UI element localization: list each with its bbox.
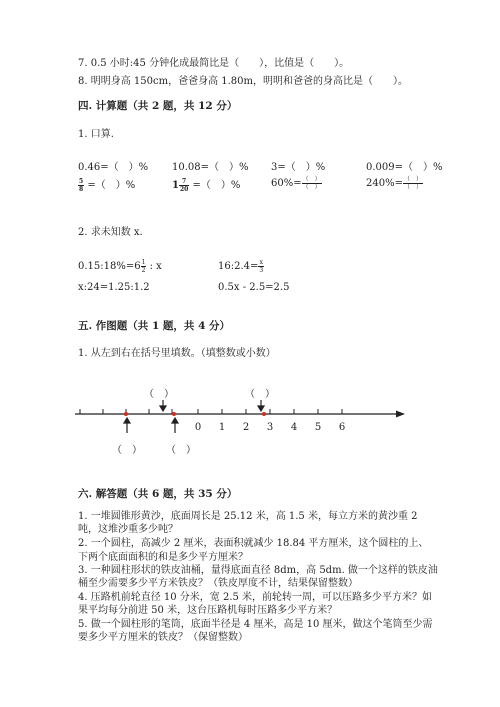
equation-4: 0.5x - 2.5=2.5 xyxy=(218,282,290,293)
tick-label: 4 xyxy=(290,422,298,433)
fraction: $\frac{5}{8}$ xyxy=(79,178,84,193)
marker-point xyxy=(262,412,266,416)
fraction-blank: $\frac{( )}{( )}$ xyxy=(302,176,321,191)
equation-3: x:24=1.25:1.2 xyxy=(78,282,150,293)
number-line-labels xyxy=(195,422,345,433)
calc-1-1: 0.46=（ ）% xyxy=(78,162,149,173)
answer-line: 5. 做一个圆柱形的笔筒，底面半径是 4 厘米，高是 10 厘米，做这个笔筒至少需 xyxy=(78,619,433,630)
blank-upper-1: （ ） xyxy=(144,389,174,400)
answer-line: 桶至少需要多少平方米铁皮？（铁皮厚度不计，结果保留整数） xyxy=(78,578,358,589)
tick-label: 5 xyxy=(314,422,322,433)
equation-2: 16:2.4= $\frac{x}{3}$ xyxy=(218,259,264,274)
equation-1: 0.15:18%=6 $\frac{1}{2}$ : x xyxy=(78,259,162,274)
tick-label: 0 xyxy=(194,422,202,433)
calc-1-3: 3=（ ）% xyxy=(271,162,326,173)
tick-label: 1 xyxy=(218,422,226,433)
calc-2-4: 240%= $\frac{( )}{( )}$ xyxy=(366,176,422,191)
answer-line: 1. 一堆圆锥形黄沙，底面周长是 25.12 米，高 1.5 米，每立方米的黄沙重 2 xyxy=(78,511,418,522)
section-4-sub-2: 2. 求未知数 x. xyxy=(78,227,143,238)
section-6-title: 六. 解答题（共 6 题，共 35 分） xyxy=(78,488,238,500)
section-4-sub-1: 1. 口算. xyxy=(78,129,114,140)
tick-label: 6 xyxy=(338,422,346,433)
question-7: 7. 0.5 小时:45 分钟化成最简比是（ ），比值是（ ）。 xyxy=(78,58,350,69)
marker-point xyxy=(124,412,128,416)
blank-lower-2: （ ） xyxy=(166,445,196,456)
tick-label: 2 xyxy=(242,422,250,433)
answer-line: 吨，这堆沙重多少吨？ xyxy=(78,524,178,535)
question-8: 8. 明明身高 150cm，爸爸身高 1.80m，明明和爸爸的身高比是（ ）。 xyxy=(78,76,408,87)
calc-1-2: 10.08=（ ）% xyxy=(172,162,249,173)
answer-line: 果平均每分前进 50 米，这台压路机每时压路多少平方米？ xyxy=(78,605,338,616)
down-arrow-icon xyxy=(258,400,264,411)
up-arrow-icon xyxy=(172,418,178,433)
section-5-sub-1: 1. 从左到右在括号里填数。（填整数或小数） xyxy=(78,348,276,359)
marker-point xyxy=(172,412,176,416)
number-line-arrowhead xyxy=(396,411,405,418)
up-arrow-icon xyxy=(124,418,130,433)
section-5-title: 五. 作图题（共 1 题，共 4 分） xyxy=(78,320,231,332)
blank-upper-2: （ ） xyxy=(245,389,275,400)
fraction-blank: $\frac{( )}{( )}$ xyxy=(403,176,422,191)
calc-2-3: 60%= $\frac{( )}{( )}$ xyxy=(271,176,321,191)
down-arrow-icon xyxy=(160,400,166,411)
blank-lower-1: （ ） xyxy=(112,445,142,456)
fraction: $\frac{1}{2}$ xyxy=(141,259,146,274)
fraction: $\frac{x}{3}$ xyxy=(259,259,264,274)
answer-line: 3. 一种圆柱形状的铁皮油桶，量得底面直径 8dm，高 5dm. 做一个这样的铁皮油 xyxy=(78,565,438,576)
answer-line: 下两个底面面积的和是多少平方厘米？ xyxy=(78,552,248,563)
section-4-title: 四. 计算题（共 2 题，共 12 分） xyxy=(78,100,238,112)
answer-line: 要多少平方厘米的铁皮？（保留整数） xyxy=(78,632,248,643)
fraction: $\frac{7}{20}$ xyxy=(179,178,189,193)
number-line-ticks xyxy=(80,409,342,414)
calc-2-1: $\frac{5}{8}$ =（ ）% xyxy=(79,178,136,193)
calc-1-4: 0.009=（ ）% xyxy=(366,162,443,173)
answer-line: 2. 一个圆柱，高减少 2 厘米，表面积就减少 18.84 平方厘米，这个圆柱的上、 xyxy=(78,538,429,549)
calc-2-2: 1 $\frac{7}{20}$ =（ ）% xyxy=(172,178,241,193)
number-line xyxy=(75,380,405,460)
answer-line: 4. 压路机前轮直径 10 分米，宽 2.5 米，前轮转一周，可以压路多少平方米？如 xyxy=(78,592,433,603)
tick-label: 3 xyxy=(266,422,274,433)
